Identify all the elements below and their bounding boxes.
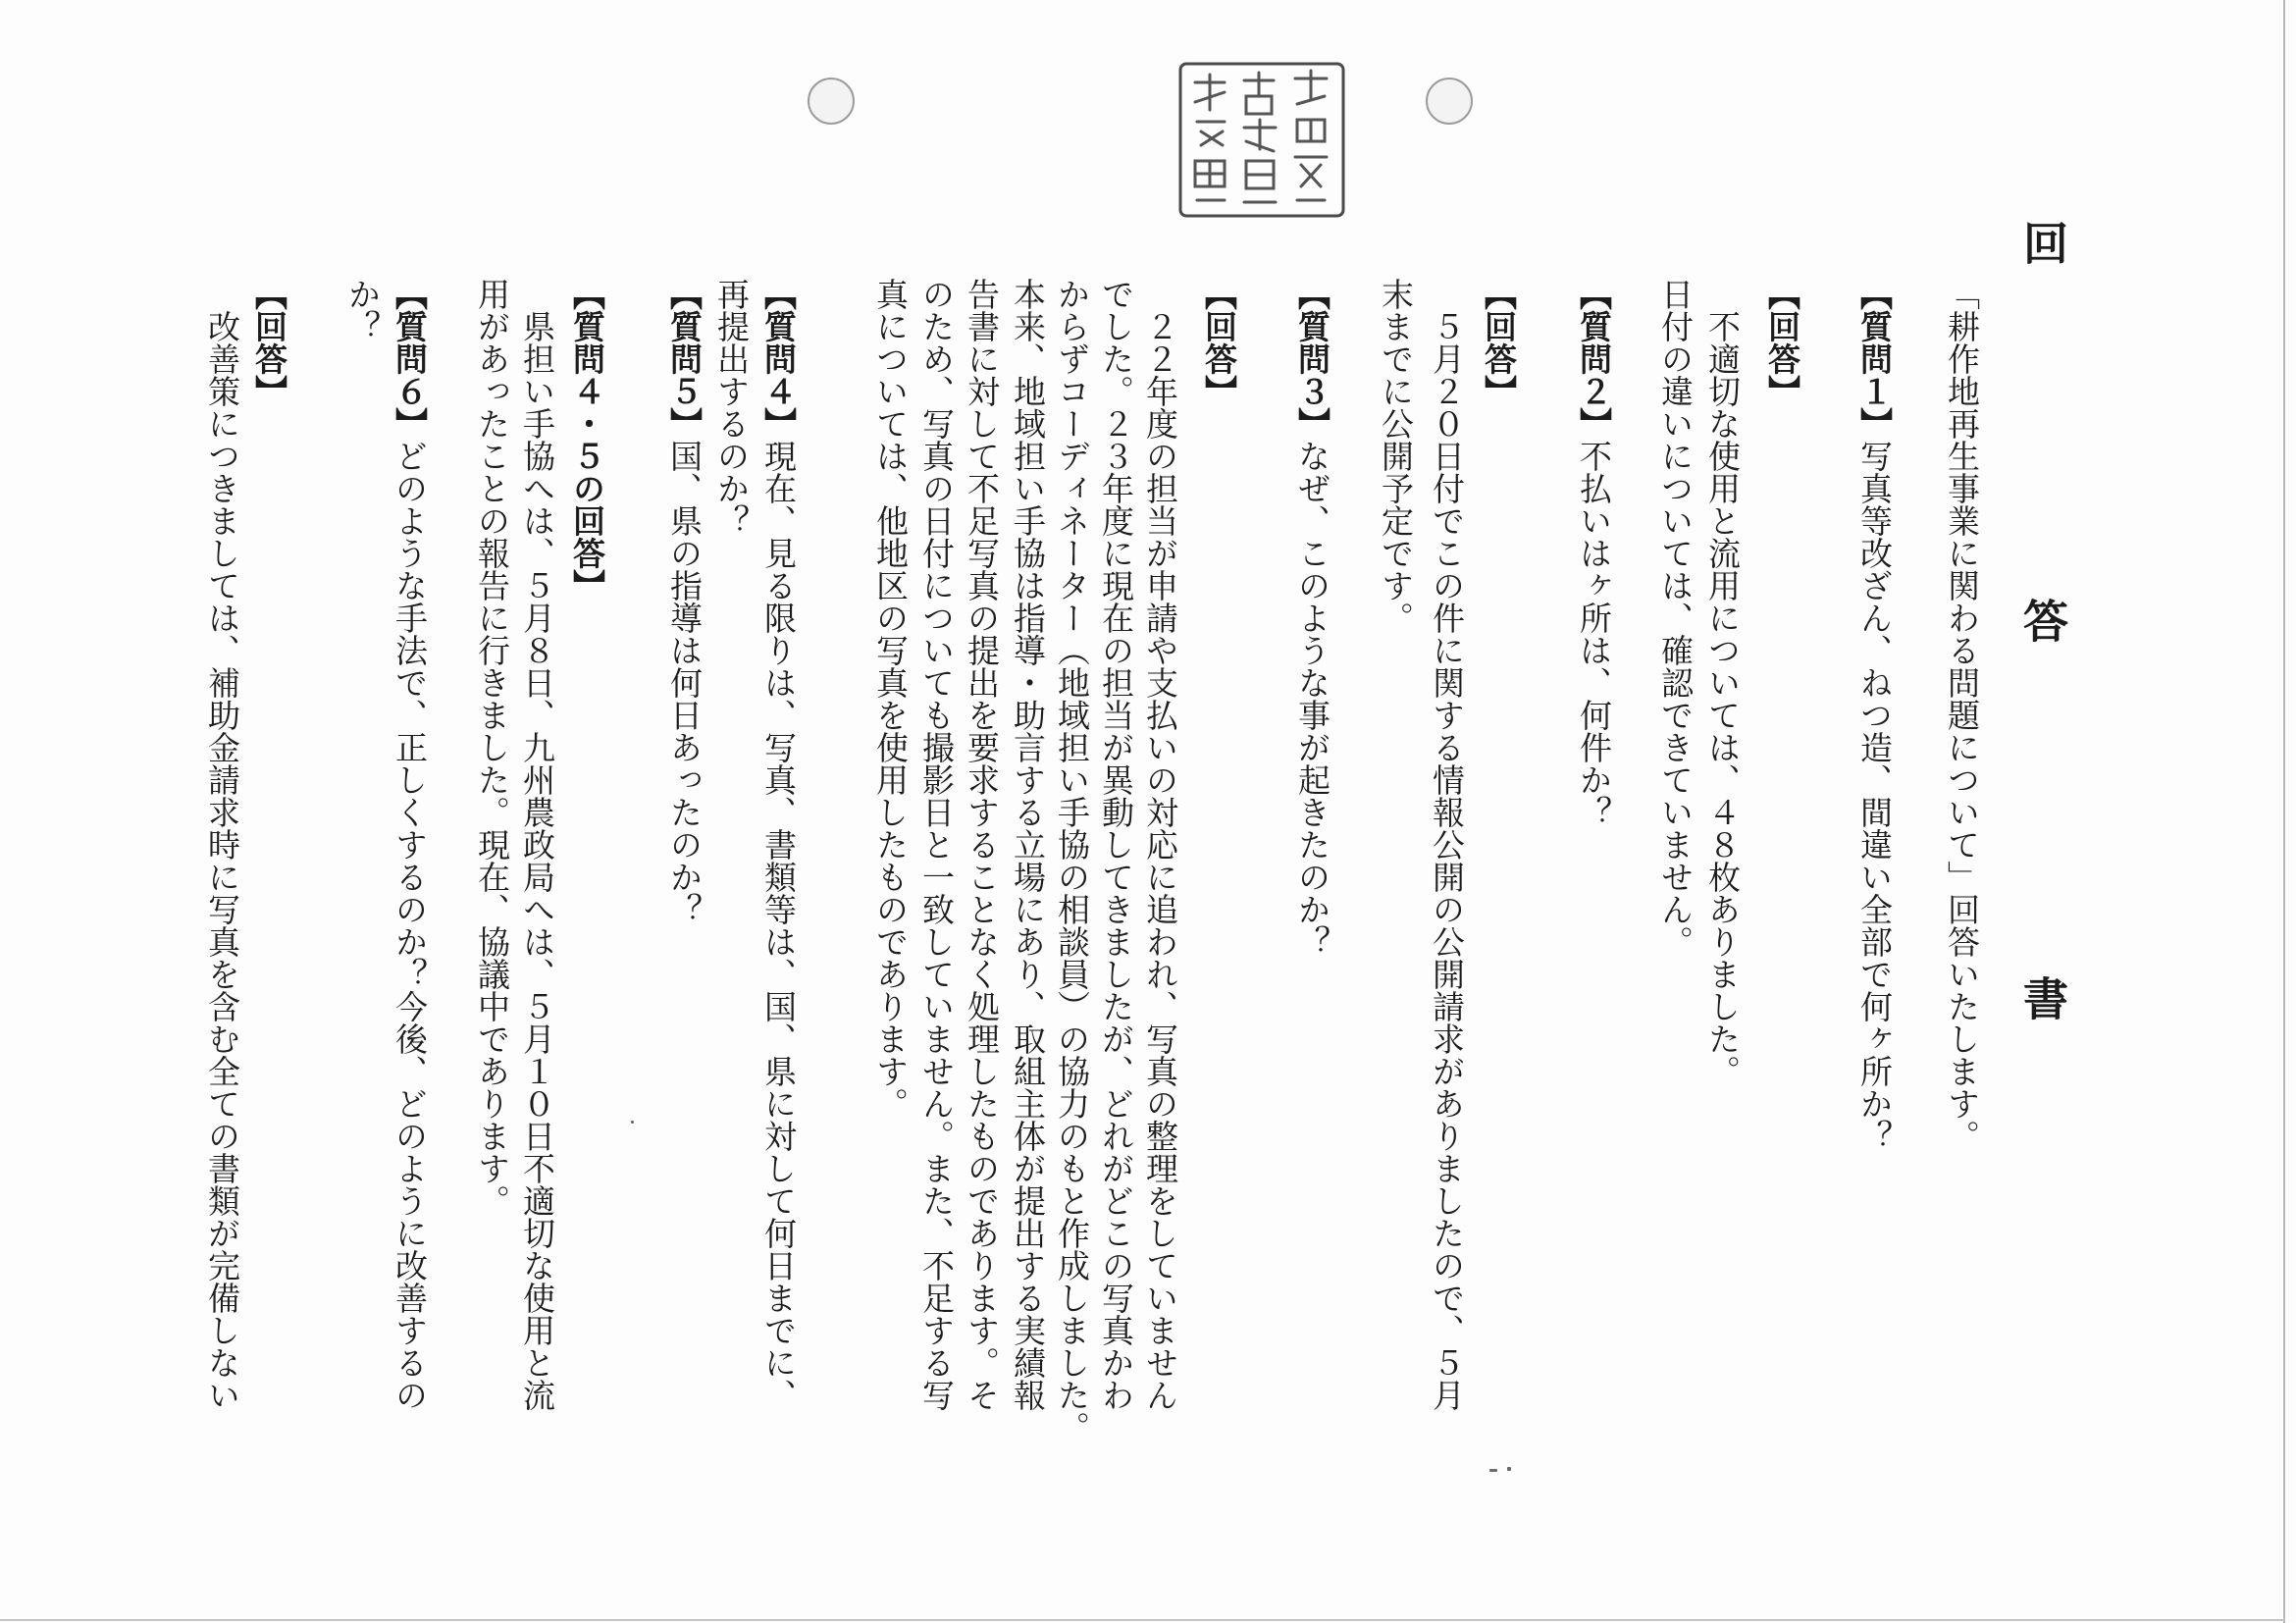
- answer-1-heading: 【回答】: [1763, 278, 1801, 407]
- question-2: [1575, 278, 1613, 828]
- question-2-label: 【質問２】: [1575, 278, 1613, 440]
- answer-3-line: 告書に対して不足写真の提出を要求することなく処理したものであります。そ: [963, 278, 1001, 1411]
- answer-4-5-line: 用があったことの報告に行きました。現在、協議中であります。: [473, 278, 511, 1217]
- punch-hole: [808, 78, 855, 125]
- question-6-line: か？: [343, 278, 382, 342]
- question-1-text: 写真等改ざん、ねつ造、間違い全部で何ヶ所か？: [1855, 440, 1894, 1152]
- answer-4-5-line: 県担い手協へは、５月８日、九州農政局へは、５月１０日不適切な使用と流: [518, 278, 556, 1411]
- answer-2-line: ５月２０日付でこの件に関する情報公開の公開請求がありましたので、５月: [1428, 278, 1466, 1411]
- answer-1-line: 不適切な使用と流用については、４８枚ありました。: [1703, 278, 1742, 1087]
- scan-speck: [1507, 1467, 1511, 1471]
- question-3-text: なぜ、このような事が起きたのか？: [1293, 440, 1331, 958]
- answer-3-line: のため、写真の日付についても撮影日と一致していません。また、不足する写: [917, 278, 956, 1411]
- answer-3-line: ２２年度の担当が申請や支払いの対応に追われ、写真の整理をしていません: [1141, 278, 1179, 1411]
- answer-3-line: でした。２３年度に現在の担当が異動してきましたが、どれがどこの写真かわ: [1097, 278, 1135, 1411]
- answer-1-line: 日付の違いについては、確認できていません。: [1656, 278, 1695, 958]
- scan-edge-bottom: [0, 1619, 2285, 1621]
- question-3: [1293, 278, 1331, 958]
- question-2-text: 不払いはヶ所は、何件か？: [1575, 440, 1613, 828]
- answer-3-line: 真については、他地区の写真を使用したものであります。: [871, 278, 910, 1120]
- question-1-label: 【質問１】: [1855, 278, 1894, 440]
- question-4: [759, 278, 798, 1411]
- question-5: [665, 278, 704, 925]
- approval-stamp: [1175, 59, 1348, 221]
- answer-3-heading: 【回答】: [1200, 278, 1238, 407]
- question-4-label: 【質問４】: [759, 278, 798, 440]
- question-5-text: 国、県の指導は何日あったのか？: [665, 440, 704, 925]
- question-6: [391, 278, 429, 1411]
- answer-6-line: 改善策につきましては、補助金請求時に写真を含む全ての書類が完備しない: [203, 278, 241, 1411]
- question-6-label: 【質問６】: [391, 278, 429, 440]
- answer-2-heading: 【回答】: [1480, 278, 1518, 407]
- answer-3-line: からずコーディネーター（地域担い手協の相談員）の協力のもと作成しました。: [1053, 278, 1091, 1443]
- answer-3-line: 本来、地域担い手協は指導・助言する立場にあり、取組主体が提出する実績報: [1009, 278, 1047, 1411]
- intro-text: 「耕作地再生事業に関わる問題について」回答いたします。: [1943, 278, 1981, 1152]
- punch-hole: [1426, 78, 1473, 125]
- answer-2-line: 末までに公開予定です。: [1377, 278, 1415, 634]
- question-1: [1855, 278, 1894, 1152]
- scan-edge-right: [2283, 0, 2285, 1623]
- scan-speck: [631, 1121, 634, 1124]
- question-4-text: 現在、見る限りは、写真、書類等は、国、県に対して何日までに、: [759, 440, 798, 1411]
- question-4-line: 再提出するのか？: [712, 278, 751, 537]
- question-5-label: 【質問５】: [665, 278, 704, 440]
- answer-4-5-heading: 【質問４・５の回答】: [568, 278, 606, 602]
- answer-6-heading: 【回答】: [250, 278, 288, 407]
- question-6-text: どのような手法で、正しくするのか？今後、どのように改善するの: [391, 440, 429, 1411]
- document-title: 回答書: [2016, 220, 2069, 1353]
- question-3-label: 【質問３】: [1293, 278, 1331, 440]
- scan-speck: [1489, 1469, 1497, 1472]
